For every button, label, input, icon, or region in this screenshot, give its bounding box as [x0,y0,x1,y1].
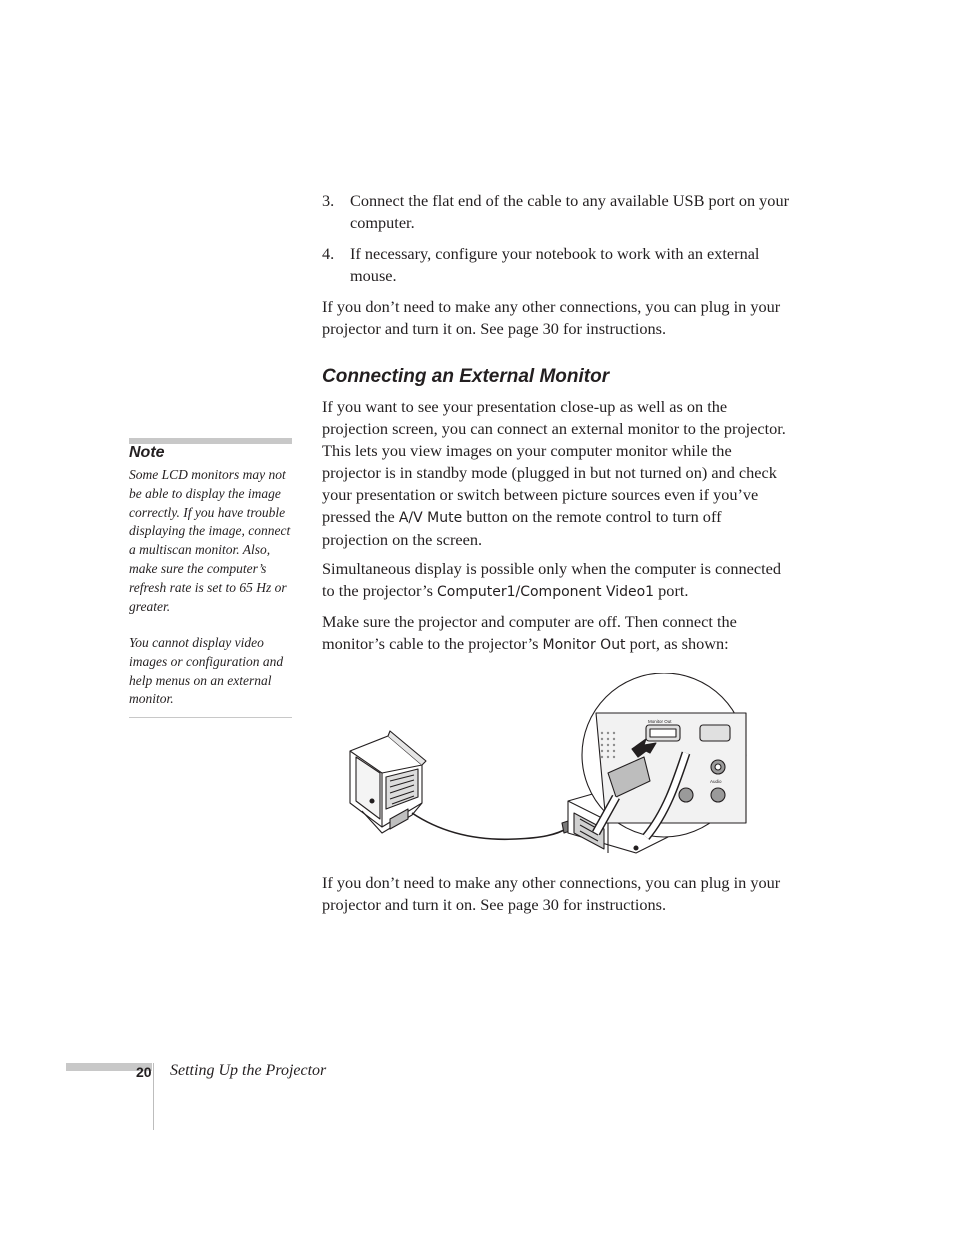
intro-text-before: If you want to see your presentation close-up as well as on the projection screen, you can connect an external monitor to the projector. This lets you view images on your computer monitor while the projector is in standby mode (plugged in but not turned on) and check your presentation or switch between picture sources even if you’ve pressed the [322,397,786,526]
intro-text-after: button on the remote control to turn off projection on the screen. [322,507,722,549]
note-paragraph-2: You cannot display video images or configuration and help menus on an external monitor. [129,635,284,707]
connect-text-before: Make sure the projector and computer are off. Then connect the monitor’s cable to the projector’s [322,612,737,653]
step-4 [322,243,792,287]
step-3 [322,190,792,234]
footer-chapter-title: Setting Up the Projector [170,1062,327,1079]
step-number: 3. [322,191,335,210]
monitor-out-port-label: Monitor Out [542,637,626,653]
note-paragraph-1: Some LCD monitors may not be able to display the image correctly. If you have trouble displaying the image, connect a multiscan monitor. Also, make sure the computer’s refresh rate is set to 65 Hz or greater. [129,467,291,614]
port-label-audio: Audio [710,779,722,784]
note-title: Note [129,444,165,461]
port-label-monitor-out: Monitor Out [648,719,672,724]
simultaneous-text-before: Simultaneous display is possible only when the computer is connected to the projector’s [322,559,781,600]
computer1-port-label: Computer1/Component Video1 [437,584,655,600]
simultaneous-text-after: port. [654,581,689,600]
step-number: 4. [322,244,335,263]
intro-paragraph [322,396,790,551]
step-text: Connect the flat end of the cable to any available USB port on your computer. [350,191,790,232]
plug-in-paragraph: If you don’t need to make any other connections, you can plug in your projector and turn it on. See page 30 for instructions. [322,297,781,338]
closing-paragraph: If you don’t need to make any other connections, you can plug in your projector and turn it on. See page 30 for instructions. [322,873,781,914]
av-mute-button-label: A/V Mute [398,510,463,526]
footer-divider [153,1063,154,1130]
section-heading: Connecting an External Monitor [322,366,610,387]
monitor-connection-illustration [346,673,748,861]
connect-text-after: port, as shown: [625,634,729,653]
port-panel-zoom [582,673,746,837]
external-monitor-icon [350,731,426,833]
monitor-cable [412,813,568,839]
page-number: 20 [136,1064,152,1080]
step-text: If necessary, configure your notebook to work with an external mouse. [350,244,760,285]
note-bottom-rule [129,717,292,718]
connect-paragraph [322,611,790,656]
simultaneous-paragraph [322,558,790,603]
